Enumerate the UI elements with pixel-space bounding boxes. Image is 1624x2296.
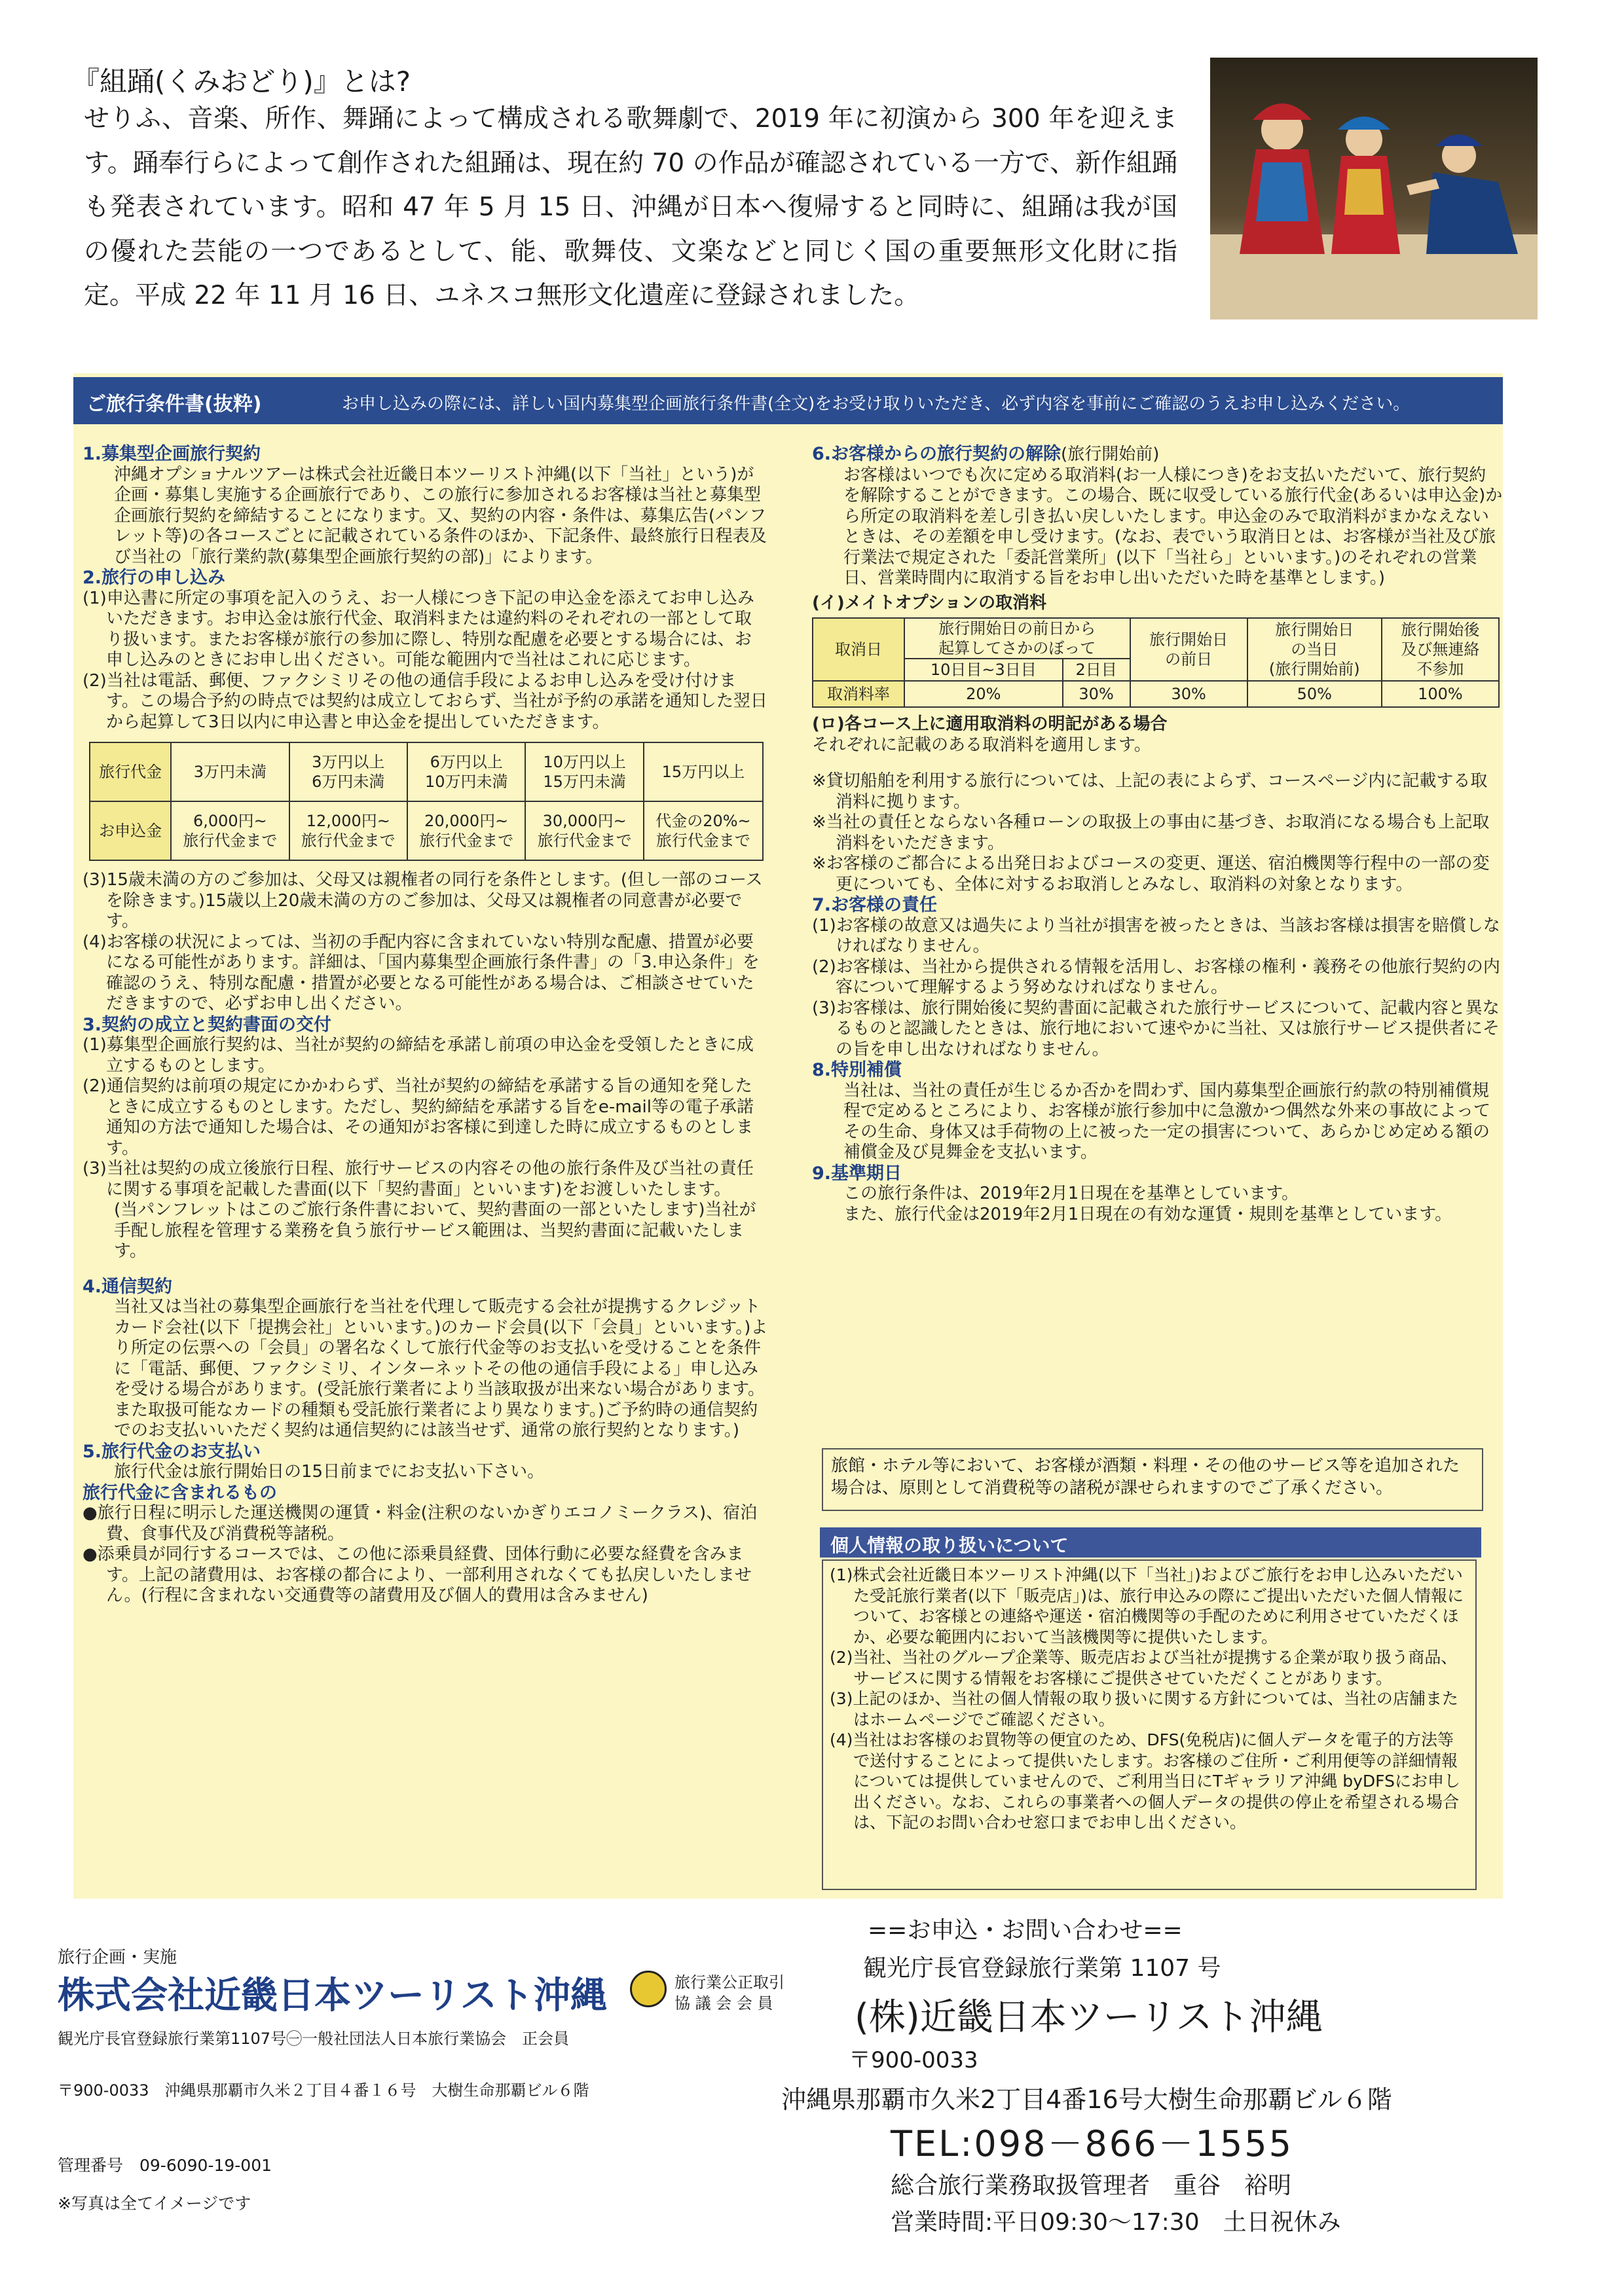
privacy-body xyxy=(822,1559,1477,1890)
cancel-fee-title: (イ)メイトオプションの取消料 xyxy=(812,592,1047,613)
section-4-body: 当社又は当社の募集型企画旅行を当社を代理して販売する会社が提携するクレジットカード会社(以下「提携会社」といいます。)のカード会員(以下「会員」といいます。)より所定の伝票への「会員」の署名なくして旅行代金等のお支払いを受けることを条件に「電話、郵便、ファクシミリ、インターネットその他の通信手段による」申し込みを受ける場合があります。(受託旅行業者により当該取扱が出来ない場合があります。また取扱可能なカードの種類も受託旅行業者により異なります。)ご予約時の通信契約でのお支払いいただく契約は通信契約には該当せず、通常の旅行契約となります。) xyxy=(114,1297,768,1440)
section-4-title: 4.通信契約 xyxy=(83,1276,173,1297)
section-3-para-2: (2)通信契約は前項の規定にかかわらず、当社が契約の締結を承諾する旨の通知を発したときに成立するものとします。ただし、契約締結を承諾する旨をe-mail等の電子承諾通知の方法で通知した場合は、その通知がお客様に到達した時に成立するものとします。 xyxy=(83,1076,754,1158)
cancel-note-2: ※当社の責任とならない各種ローンの取扱上の事由に基づき、お取消になる場合も上記取消料をいただきます。 xyxy=(812,812,1490,853)
fair-trade-council-label xyxy=(674,1972,784,2014)
photo-disclaimer: ※写真は全てイメージです xyxy=(58,2194,251,2213)
assoc-line-2: 協 議 会 会 員 xyxy=(674,1994,773,2013)
section-6-title-note: (旅行開始前) xyxy=(1061,445,1160,464)
section-9-para-1: この旅行条件は、2019年2月1日現在を基準としています。 xyxy=(843,1184,1299,1203)
section-3-title: 3.契約の成立と契約書面の交付 xyxy=(83,1014,332,1035)
cancel-note-3: ※お客様のご都合による出発日およびコースの変更、運送、宿泊機関等行程中の一部の変更についても、全体に対するお取消しとみなし、取消料の対象となります。 xyxy=(812,854,1490,894)
intro-body: せりふ、音楽、所作、舞踊によって構成される歌舞劇で、2019 年に初演から 300 年を迎えます。踊奉行らによって創作された組踊は、現在約 70 の作品が確認されている一方で、新作組踊も発表されています。昭和 47 年 5 月 15 日、沖縄が日本へ復帰すると同時に、組踊は我が国の優れた芸能の一つであるとして、能、歌舞伎、文楽などと同じく国の重要無形文化財に指定。平成 22 年 11 月 16 日、ユネスコ無形文化遺産に登録されました。 xyxy=(84,104,1178,310)
contact-zip: 〒900-0033 xyxy=(849,2047,978,2073)
section-7-title: 7.お客様の責任 xyxy=(812,895,938,915)
deposit-cell: 12,000円~ 旅行代金まで xyxy=(289,801,407,860)
section-8-body: 当社は、当社の責任が生じるか否かを問わず、国内募集型企画旅行約款の特別補償規程で定めるところにより、お客様が旅行参加中に急激かつ偶然な外来の事故によってその生命、身体又は手荷物の上に被った一定の損害について、あらかじめ定める額の補償金及び見舞金を支払います。 xyxy=(843,1080,1491,1162)
cancel-note-1: ※貸切船舶を利用する旅行については、上記の表によらず、コースページ内に記載する取消料に拠ります。 xyxy=(812,771,1488,812)
cancel-col-after-start: 旅行開始後 及び無連絡 不参加 xyxy=(1382,618,1499,681)
privacy-para-1: (1)株式会社近畿日本ツーリスト沖縄(以下「当社」)およびご旅行をお申し込みいただいた受託旅行業者(以下「販売店」)は、旅行申込みの際にご提出いただいた個人情報について、お客様との連絡や運送・宿泊機関等の手配のために利用させていただくほか、必要な範囲内において当該機関等に提供いたします。 xyxy=(830,1565,1464,1647)
fair-trade-council-icon xyxy=(630,1971,667,2007)
deposit-row-label: お申込金 xyxy=(90,801,171,860)
section-1-title: 1.募集型企画旅行契約 xyxy=(83,444,261,464)
cancel-col-same-day: 旅行開始日 の当日 (旅行開始前) xyxy=(1247,618,1382,681)
cancel-rate-value: 20% xyxy=(904,681,1063,707)
fee-cell: 3万円以上 6万円未満 xyxy=(289,742,407,801)
cancel-col-before: 旅行開始日の前日から 起算してさかのぼって xyxy=(904,618,1130,659)
privacy-para-2: (2)当社、当社のグループ企業等、販売店および当社が提携する企業が取り扱う商品、サービスに関する情報をお客様にご提供させていただくことがあります。 xyxy=(830,1648,1458,1688)
section-9-title: 9.基準期日 xyxy=(812,1163,902,1184)
section-9-para-2: また、旅行代金は2019年2月1日現在の有効な運賃・規則を基準としています。 xyxy=(843,1204,1452,1224)
cancel-rate-value: 30% xyxy=(1063,681,1130,707)
cancel-col-prev-day: 旅行開始日 の前日 xyxy=(1130,618,1247,681)
section-7-para-2: (2)お客様は、当社から提供される情報を活用し、お客様の権利・義務その他旅行契約の内容について理解するよう努めなければなりません。 xyxy=(812,957,1500,997)
section-3-para-3: (3)当社は契約の成立後旅行日程、旅行サービスの内容その他の旅行条件及び当社の責任に関する事項を記載した書面(以下「契約書面」といいます)をお渡しいたします。 xyxy=(83,1159,754,1199)
conditions-header-note: お申し込みの際には、詳しい国内募集型企画旅行条件書(全文)をお受け取りいただき、必ず内容を事前にご確認のうえお申し込みください。 xyxy=(342,394,1411,414)
assoc-line-1: 旅行業公正取引 xyxy=(674,1973,784,1992)
section-6-body: お客様はいつでも次に定める取消料(お一人様につき)をお支払いただいて、旅行契約を解除することができます。この場合、既に収受している旅行代金(あるいは申込金)から所定の取消料を差し引き払い戻しいたします。申込金のみで取消料がまかなえないときは、その差額を申し受けます。(なお、表でいう取消日とは、お客様が当社及び旅行業法で規定された「委託営業所」(以下「当社ら」といいます。)のそれぞれの営業日、営業時間内に取消する旨をお申し出いただいた時を基準とします。) xyxy=(843,465,1503,588)
fee-cell: 15万円以上 xyxy=(644,742,763,801)
cancel-rate-label: 取消料率 xyxy=(813,681,904,707)
section-6-title: 6.お客様からの旅行契約の解除 xyxy=(812,444,1061,464)
contact-address: 沖縄県那覇市久米2丁目4番16号大樹生命那覇ビル６階 xyxy=(781,2085,1392,2114)
consumption-tax-note: 旅館・ホテル等において、お客様が酒類・料理・その他のサービス等を追加された場合は、原則として消費税等の諸税が課せられますのでご了承ください。 xyxy=(822,1448,1483,1511)
intro-title: 『組踊(くみおどり)』とは? xyxy=(72,65,411,98)
section-3-para-4: (当パンフレットはこのご旅行条件書において、契約書面の一部といたします)当社が手配し旅程を管理する業務を負う旅行サービス範囲は、当契約書面に記載いたします。 xyxy=(114,1200,756,1261)
section-5-body: 旅行代金は旅行開始日の15日前までにお支払い下さい。 xyxy=(114,1462,545,1482)
contact-manager: 総合旅行業務取扱管理者 重谷 裕明 xyxy=(891,2172,1292,2199)
cancel-rate-value: 30% xyxy=(1130,681,1247,707)
section-8-title: 8.特別補償 xyxy=(812,1060,902,1080)
fee-cell: 3万円未満 xyxy=(171,742,289,801)
cancel-fee-table xyxy=(812,617,1500,708)
cancel-col-10-3: 10日目~3日目 xyxy=(904,659,1063,681)
deposit-fee-table xyxy=(89,742,764,861)
section-2-para-2: (2)当社は電話、郵便、ファクシミリその他の通信手段によるお申し込みを受け付けます。この場合予約の時点では契約は成立しておらず、当社が予約の承諾を通知した翌日から起算して3日以内に申込書と申込金を提出していただきます。 xyxy=(83,670,767,732)
deposit-cell: 6,000円~ 旅行代金まで xyxy=(171,801,289,860)
contact-registration: 観光庁長官登録旅行業第 1107 号 xyxy=(863,1955,1221,1982)
section-2-para-4: (4)お客様の状況によっては、当初の手配内容に含まれていない特別な配慮、措置が必要になる可能性があります。詳細は、「国内募集型企画旅行条件書」の「3.申込条件」を確認のうえ、特別な配慮・措置が必要となる可能性がある場合は、ご相談させていただきますので、必ずお申し出ください。 xyxy=(83,932,760,1013)
section-2-title: 2.旅行の申し込み xyxy=(83,568,226,588)
fee-cell: 10万円以上 15万円未満 xyxy=(525,742,643,801)
cancel-rate-value: 100% xyxy=(1382,681,1499,707)
registration-line: 観光庁長官登録旅行業第1107号㊀一般社団法人日本旅行業協会 正会員 xyxy=(58,2030,570,2048)
included-items-title: 旅行代金に含まれるもの xyxy=(83,1482,277,1503)
section-7-para-1: (1)お客様の故意又は過失により当社が損害を被ったときは、当該お客様は損害を賠償しなければなりません。 xyxy=(812,915,1500,956)
section-2-para-1: (1)申込書に所定の事項を記入のうえ、お一人様につき下記の申込金を添えてお申し込みいただきます。お申込金は旅行代金、取消料または違約料のそれぞれの一部として取り扱います。またお客様が旅行の参加に際し、特別な配慮を必要とする場合には、お申し込みのときにお申し出ください。可能な範囲内で当社はこれに応じます。 xyxy=(83,588,754,670)
course-cancel-title: (ロ)各コース上に適用取消料の明記がある場合 xyxy=(812,714,1168,734)
deposit-cell: 代金の20%~ 旅行代金まで xyxy=(644,801,763,860)
section-5-title: 5.旅行代金のお支払い xyxy=(83,1441,261,1462)
section-2-para-3: (3)15歳未満の方のご参加は、父母又は親権者の同行を条件とします。(但し一部のコースを除きます。)15歳以上20歳未満の方のご参加は、父母又は親権者の同意書が必要です。 xyxy=(83,870,763,931)
conditions-right-column xyxy=(812,444,1503,1225)
course-cancel-body: それぞれに記載のある取消料を適用します。 xyxy=(812,735,1151,755)
organizer-label: 旅行企画・実施 xyxy=(58,1948,177,1967)
contact-phone[interactable]: TEL:098－866－1555 xyxy=(891,2123,1293,2164)
organizer-company-name: 株式会社近畿日本ツーリスト沖縄 xyxy=(58,1975,607,2017)
contact-company: (株)近畿日本ツーリスト沖縄 xyxy=(855,1996,1323,2039)
contact-title: ==お申込・お問い合わせ== xyxy=(868,1917,1183,1944)
organizer-address: 〒900-0033 沖縄県那覇市久米２丁目４番１６号 大樹生命那覇ビル６階 xyxy=(58,2081,589,2100)
cancel-rate-value: 50% xyxy=(1247,681,1382,707)
cancel-col-2: 2日目 xyxy=(1063,659,1130,681)
conditions-header-title: ご旅行条件書(抜粋) xyxy=(86,393,262,416)
privacy-para-3: (3)上記のほか、当社の個人情報の取り扱いに関する方針については、当社の店舗またはホームページでご確認ください。 xyxy=(830,1689,1458,1729)
section-7-para-3: (3)お客様は、旅行開始後に契約書面に記載された旅行サービスについて、記載内容と異なるものと認識したときは、旅行地において速やかに当社、又は旅行サービス提供者にその旨を申し出なければなりません。 xyxy=(812,998,1500,1059)
section-3-para-1: (1)募集型企画旅行契約は、当社が契約の締結を承諾し前項の申込金を受領したときに成立するものとします。 xyxy=(83,1035,754,1076)
kumiodori-performance-photo xyxy=(1210,58,1538,319)
management-number: 管理番号 09-6090-19-001 xyxy=(58,2156,272,2175)
included-item-2: ●添乗員が同行するコースでは、この他に添乗員経費、団体行動に必要な経費を含みます。上記の諸費用は、お客様の都合により、一部利用されなくても払戻しいたしません。(行程に含まれない交通費等の諸費用及び個人的費用は含みません) xyxy=(83,1544,752,1605)
fee-cell: 6万円以上 10万円未満 xyxy=(407,742,525,801)
privacy-title: 個人情報の取り扱いについて xyxy=(820,1527,1481,1558)
business-hours: 営業時間:平日09:30～17:30 土日祝休み xyxy=(891,2209,1341,2236)
section-1-body: 沖縄オプショナルツアーは株式会社近畿日本ツーリスト沖縄(以下「当社」という)が企画・募集し実施する企画旅行であり、この旅行に参加されるお客様は当社と募集型企画旅行契約を締結することになります。又、契約の内容・条件は、募集広告(パンフレット等)の各コースごとに記載されている条件のほか、下記条件、最終旅行日程表及び当社の「旅行業約款(募集型企画旅行契約の部)」によります。 xyxy=(114,464,767,567)
included-item-1: ●旅行日程に明示した運送機関の運賃・料金(注釈のないかぎりエコノミークラス)、宿泊費、食事代及び消費税等諸税。 xyxy=(83,1503,758,1544)
conditions-left-column xyxy=(83,444,768,1607)
deposit-cell: 30,000円~ 旅行代金まで xyxy=(525,801,643,860)
section-6-heading xyxy=(812,444,1503,465)
privacy-para-4: (4)当社はお客様のお買物等の便宜のため、DFS(免税店)に個人データを電子的方法等で送付することによって提供いたします。お客様のご住所・ご利用便等の詳細情報については提供していませんので、ご利用当日にTギャラリア沖縄 byDFSにお申し出ください。なお、これらの事業者への個人データの提供の停止を希望される場合は、下記のお問い合わせ窓口までお申し出ください。 xyxy=(830,1730,1460,1832)
fee-row-label: 旅行代金 xyxy=(90,742,171,801)
cancel-col-date: 取消日 xyxy=(813,618,904,681)
deposit-cell: 20,000円~ 旅行代金まで xyxy=(407,801,525,860)
